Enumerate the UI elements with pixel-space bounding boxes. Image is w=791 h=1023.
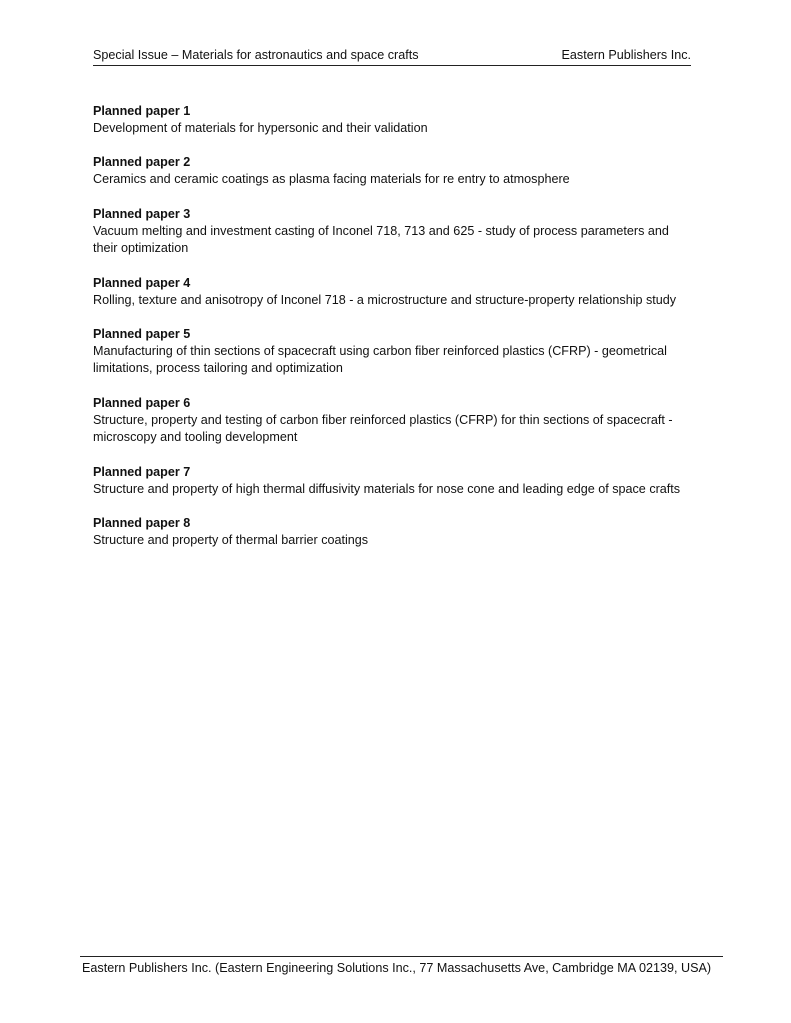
planned-paper-8 xyxy=(93,515,693,549)
paper-description: Development of materials for hypersonic and their validation xyxy=(93,121,428,135)
paper-description: Structure, property and testing of carbon fiber reinforced plastics (CFRP) for thin sections of spacecraft - microscopy and tooling development xyxy=(93,412,673,445)
paper-description: Rolling, texture and anisotropy of Inconel 718 - a microstructure and structure-property relationship study xyxy=(93,292,677,307)
paper-description: Manufacturing of thin sections of spacecraft using carbon fiber reinforced plastics (CFRP) - geometrical limitations, process tailoring and optimization xyxy=(93,344,667,376)
planned-paper-6 xyxy=(93,395,693,447)
paper-title: Planned paper 6 xyxy=(93,395,191,410)
paper-title: Planned paper 8 xyxy=(93,516,191,531)
paper-description: Ceramics and ceramic coatings as plasma facing materials for re entry to atmosphere xyxy=(93,172,570,187)
paper-title: Planned paper 5 xyxy=(93,327,191,342)
planned-paper-5 xyxy=(93,326,693,378)
paper-description: Vacuum melting and investment casting of Inconel 718, 713 and 625 - study of process parameters and their optimization xyxy=(93,223,669,256)
footer-divider xyxy=(80,956,723,957)
planned-paper-7 xyxy=(93,464,693,498)
planned-paper-3 xyxy=(93,206,693,258)
planned-paper-1 xyxy=(93,103,693,137)
header-publisher: Eastern Publishers Inc. xyxy=(561,48,691,62)
page-footer: Eastern Publishers Inc. (Eastern Engineering Solutions Inc., 77 Massachusetts Ave, Cambridge MA 02139, USA) xyxy=(82,961,712,975)
planned-paper-4 xyxy=(93,275,693,309)
paper-description: Structure and property of thermal barrier coatings xyxy=(93,533,369,548)
paper-title: Planned paper 3 xyxy=(93,206,191,221)
planned-paper-2 xyxy=(93,154,693,188)
paper-title: Planned paper 7 xyxy=(93,464,191,479)
header-issue-title: Special Issue – Materials for astronautics and space crafts xyxy=(93,48,419,62)
planned-papers-list xyxy=(93,103,693,566)
paper-title: Planned paper 1 xyxy=(93,104,191,118)
paper-title: Planned paper 2 xyxy=(93,155,191,170)
paper-title: Planned paper 4 xyxy=(93,275,191,290)
page-header xyxy=(93,47,691,66)
paper-description: Structure and property of high thermal diffusivity materials for nose cone and leading edge of space crafts xyxy=(93,481,681,496)
